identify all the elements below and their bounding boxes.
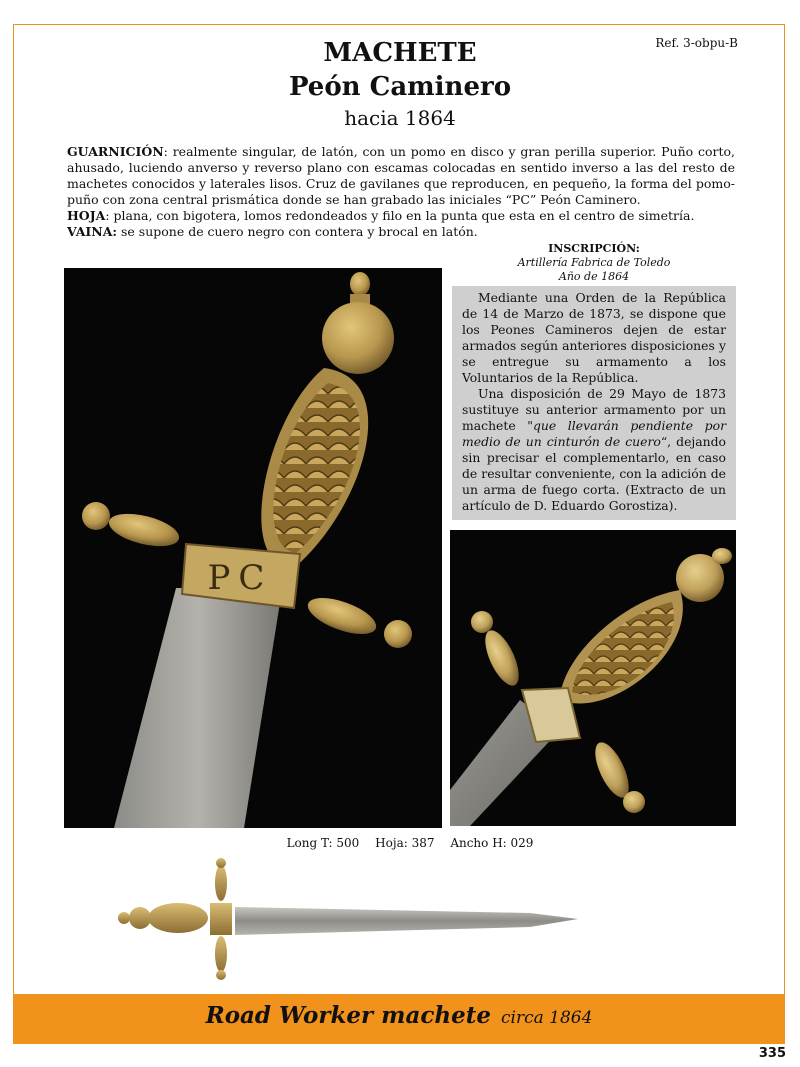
quillon-left-ball [82, 502, 110, 530]
quillon-top-ball [216, 858, 226, 868]
pommel-disc [129, 907, 151, 929]
hoja-text: : plana, con bigotera, lomos redondeados y filo en la punta que esta en el centro de simetría. [105, 208, 695, 223]
inscription-line-2: Año de 1864 [558, 270, 630, 283]
grip [148, 903, 208, 933]
quillon-bottom-ball [623, 791, 645, 813]
blade [235, 907, 578, 935]
history-p2-quote: que llevarán pendiente por medio de un cinturón de cuero [462, 418, 726, 449]
blade [114, 588, 282, 828]
history-paragraph-2 [462, 386, 726, 514]
history-paragraph-1: Mediante una Orden de la República de 14 de Marzo de 1873, se dispone que los Peones Camineros dejen de estar armados según anteriores disposiciones y se entregue su armamento a los Voluntarios de la República. [462, 290, 726, 385]
quillon-top-ball [471, 611, 493, 633]
history-p2-start: Una disposición de 29 Mayo de 1873 sustituye su anterior armamento por un machete " [462, 386, 726, 433]
footer-banner [13, 994, 785, 1044]
page-date: hacia 1864 [344, 106, 456, 130]
inscription-block [452, 242, 736, 284]
description-block [67, 144, 735, 240]
blade-width: Ancho H: 029 [450, 836, 534, 850]
measurements [0, 836, 800, 850]
vaina-text: se supone de cuero negro con contera y brocal en latón. [117, 224, 478, 239]
hilt-closeup-illustration [64, 268, 442, 828]
hoja-paragraph [67, 208, 735, 224]
hilt-reverse-photo [450, 530, 736, 826]
guarnicion-text: : realmente singular, de latón, con un pomo en disco y gran perilla superior. Puño corto, ahusado, luciendo anverso y reverso plano con escamas colocadas en sentido inverso a las del resto de machetes conocidos y laterales lisos. Cruz de gavilanes que reproducen, en pequeño, la forma del pomo-puño con zona central prismática donde se han grabado las iniciales “PC” Peón Caminero. [67, 144, 735, 207]
pc-marking: PC [207, 558, 273, 598]
quillon-bottom [215, 936, 227, 972]
quillon-top [215, 865, 227, 901]
inscription-heading: INSCRIPCIÓN: [548, 242, 640, 255]
quillon-left [106, 508, 183, 553]
quillon-right-ball [384, 620, 412, 648]
hilt-reverse-illustration [450, 530, 736, 826]
page-title: MACHETE [323, 38, 477, 68]
grip-scales [273, 383, 360, 553]
hoja-label: HOJA [67, 208, 106, 223]
blade-length: Hoja: 387 [375, 836, 435, 850]
history-text-box [452, 286, 736, 520]
page-number: 335 [758, 1046, 786, 1061]
english-title: Road Worker machete [205, 1002, 491, 1029]
crossguard-block [210, 903, 232, 935]
pommel-knob [712, 548, 732, 564]
hilt-closeup-photo [64, 268, 442, 828]
guarnicion-paragraph [67, 144, 735, 208]
quillon-bottom-ball [216, 970, 226, 980]
history-p2-end: “, dejando sin precisar el complementarlo, en caso de resultar conveniente, con la adición de un arma de fuego corta. (Extracto de un artículo de D. Eduardo Gorostiza). [462, 434, 726, 513]
quillon-right [303, 591, 380, 642]
reference-code: Ref. 3-obpu-B [655, 36, 738, 50]
pommel-knob [118, 912, 130, 924]
page-subtitle: Peón Caminero [288, 72, 512, 102]
vaina-paragraph [67, 224, 735, 240]
full-machete-photo [110, 855, 590, 985]
vaina-label: VAINA: [67, 224, 118, 239]
inscription-line-1: Artillería Fabrica de Toledo [517, 256, 671, 269]
english-date: circa 1864 [501, 1008, 593, 1028]
pommel-knob [350, 272, 370, 296]
quillon-top [478, 626, 525, 691]
long-total: Long T: 500 [286, 836, 360, 850]
guarnicion-label: GUARNICIÓN [67, 144, 164, 159]
pommel-disc [322, 302, 394, 374]
